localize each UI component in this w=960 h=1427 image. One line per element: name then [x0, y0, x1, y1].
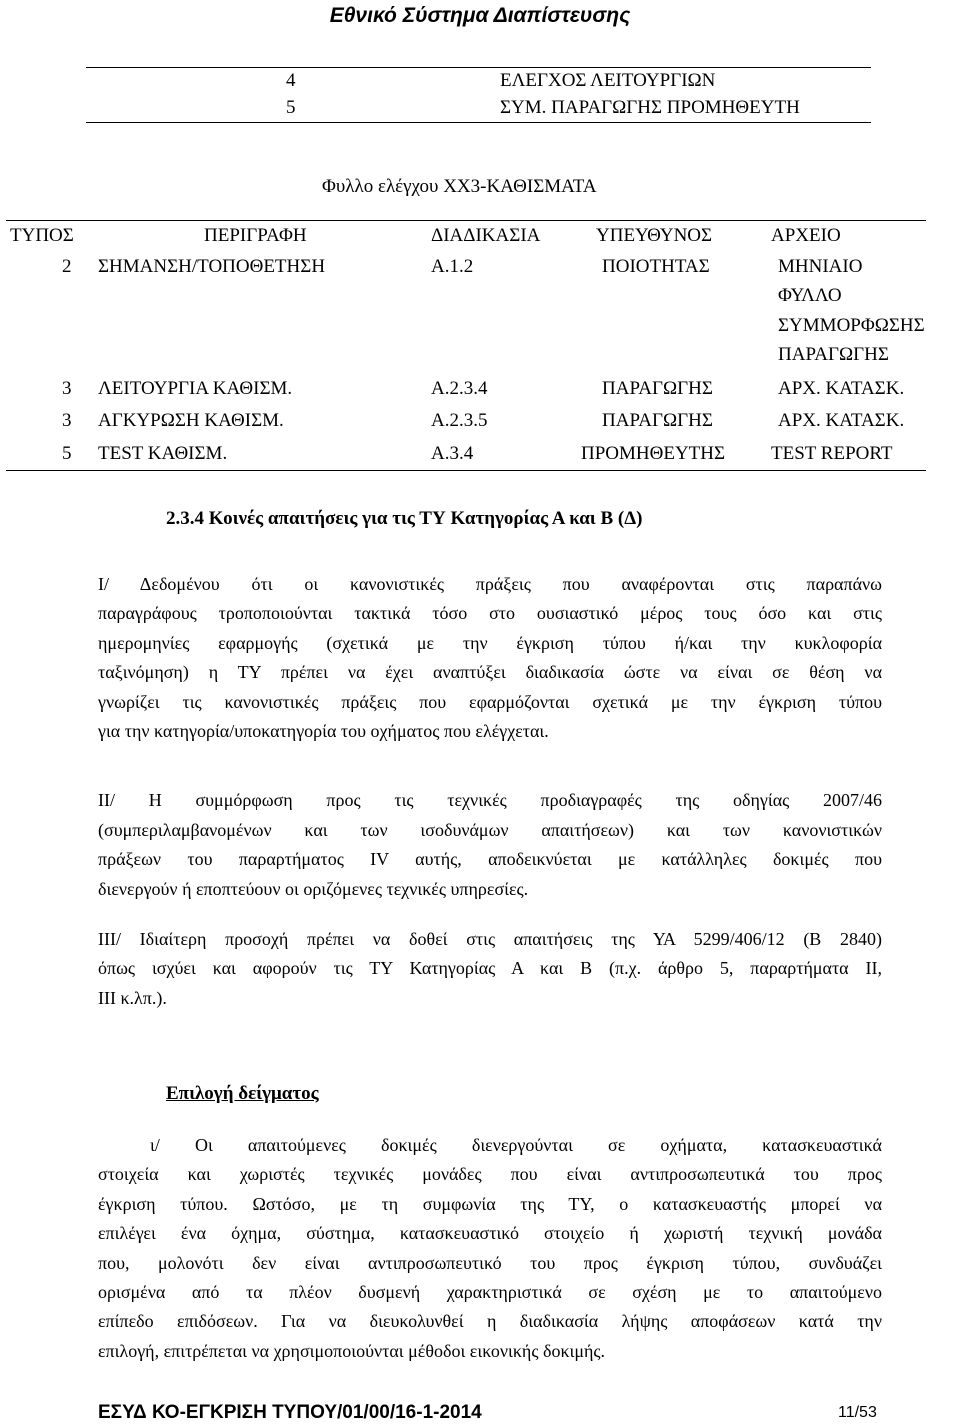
row-archive-line: ΑΡΧ. ΚΑΤΑΣΚ.: [778, 378, 905, 399]
top-table-text: ΕΛΕΓΧΟΣ ΛΕΙΤΟΥΡΓΙΩΝ: [500, 70, 716, 91]
text-line: γνωρίζει τις κανονιστικές πράξεις που εφαρμόζονται σχετικά με την έγκριση τύπου: [98, 691, 882, 712]
row-type: 5: [62, 443, 72, 464]
text-line: ΙΙΙ/ Ιδιαίτερη προσοχή πρέπει να δοθεί στις απαιτήσεις της ΥΑ 5299/406/12 (Β 2840): [98, 929, 882, 949]
text-line: παραγράφους τροποποιούνται τακτικά τόσο στο ουσιαστικό μέρος τους όσο και στις: [98, 603, 882, 624]
text-line: (συμπεριλαμβανομένων και των ισοδυνάμων απαιτήσεων) και των κανονιστικών: [98, 819, 882, 840]
text-line: όπως ισχύει και αφορούν τις ΤΥ Κατηγορίας Α και Β (π.χ. άρθρο 5, παραρτήματα ΙΙ,: [98, 958, 882, 979]
text-line: στοιχεία και χωριστές τεχνικές μονάδες που είναι αντιπροσωπευτικά του προς: [98, 1164, 882, 1185]
table-rule: [6, 470, 926, 471]
text-line: ορισμένα από τα πλέον δυσμενή χαρακτηριστικά σε σχέση με το απαιτούμενο: [98, 1282, 882, 1303]
row-procedure: Α.1.2: [431, 256, 474, 277]
row-archive-line: ΦΥΛΛΟ: [778, 285, 842, 306]
row-description: ΑΓΚΥΡΩΣΗ ΚΑΘΙΣΜ.: [98, 410, 284, 431]
table-rule: [6, 220, 926, 221]
row-description: ΣΗΜΑΝΣΗ/ΤΟΠΟΘΕΤΗΣΗ: [98, 256, 326, 277]
text-line: ΙΙΙ κ.λπ.).: [98, 987, 167, 1008]
footer-document-code: ΕΣΥΔ ΚΟ-ΕΓΚΡΙΣΗ ΤΥΠΟΥ/01/00/16-1-2014: [98, 1402, 482, 1423]
text-line: επίπεδο επιδόσεων. Για να διευκολυνθεί η διαδικασία λήψης αποφάσεων κατά την: [98, 1311, 882, 1332]
sample-heading: Επιλογή δείγματος: [166, 1083, 319, 1104]
text-line: διενεργούν ή εποπτεύουν οι οριζόμενες τεχνικές υπηρεσίες.: [98, 878, 529, 899]
section-heading: 2.3.4 Κοινές απαιτήσεις για τις ΤΥ Κατηγορίας Α και Β (Δ): [166, 508, 643, 529]
column-header-archive: ΑΡΧΕΙΟ: [771, 225, 841, 246]
text-line: ημερομηνίες εφαρμογής (σχετικά με την έγκριση τύπου ή/και την κυκλοφορία: [98, 632, 882, 653]
top-table-num: 4: [286, 70, 296, 91]
text-line: επιλογή, επιτρέπεται να χρησιμοποιούνται μέθοδοι εικονικής δοκιμής.: [98, 1340, 606, 1361]
text-line: για την κατηγορία/υποκατηγορία του οχήματος που ελέγχεται.: [98, 721, 549, 742]
row-type: 3: [62, 378, 72, 399]
column-header-description: ΠΕΡΙΓΡΑΦΗ: [204, 225, 307, 246]
text-line: που, μολονότι δεν είναι αντιπροσωπευτικό του προς έγκριση τύπου, συνδυάζει: [98, 1252, 882, 1273]
sample-paragraph: [98, 1131, 882, 1366]
paragraph-2: [98, 786, 882, 904]
table-rule: [86, 67, 871, 68]
footer-page-number: 11/53: [838, 1404, 877, 1421]
row-archive-line: ΠΑΡΑΓΩΓΗΣ: [778, 344, 889, 365]
row-archive-line: TEST REPORT: [771, 443, 893, 464]
top-table-text: ΣΥΜ. ΠΑΡΑΓΩΓΗΣ ΠΡΟΜΗΘΕΥΤΗ: [500, 97, 800, 118]
paragraph-1: [98, 570, 882, 746]
column-header-responsible: ΥΠΕΥΘΥΝΟΣ: [596, 225, 713, 246]
row-type: 3: [62, 410, 72, 431]
row-description: ΛΕΙΤΟΥΡΓΙΑ ΚΑΘΙΣΜ.: [98, 378, 293, 399]
row-archive-line: ΣΥΜΜΟΡΦΩΣΗΣ: [778, 315, 925, 336]
text-line: ταξινόμηση) η ΤΥ πρέπει να έχει αναπτύξει διαδικασία ώστε να είναι σε θέση να: [98, 662, 882, 683]
row-responsible: ΠΑΡΑΓΩΓΗΣ: [602, 378, 713, 399]
top-table-num: 5: [286, 97, 296, 118]
row-archive-line: ΜΗΝΙΑΙΟ: [778, 256, 863, 277]
text-line: πράξεων του παραρτήματος IV αυτής, αποδεικνύεται με κατάλληλες δοκιμές που: [98, 849, 882, 869]
row-procedure: Α.2.3.4: [431, 378, 488, 399]
sheet-title: Φυλλο ελέγχου ΧΧ3-ΚΑΘΙΣΜΑΤΑ: [322, 176, 597, 197]
column-header-procedure: ΔΙΑΔΙΚΑΣΙΑ: [431, 225, 541, 246]
column-header-type: ΤΥΠΟΣ: [10, 225, 74, 246]
row-procedure: Α.3.4: [431, 443, 474, 464]
text-line: επιλέγει ένα όχημα, σύστημα, κατασκευαστικό στοιχείο ή χωριστή τεχνική μονάδα: [98, 1223, 882, 1244]
row-responsible: ΠΡΟΜΗΘΕΥΤΗΣ: [581, 443, 726, 464]
table-rule: [86, 122, 871, 123]
row-responsible: ΠΟΙΟΤΗΤΑΣ: [602, 256, 710, 277]
text-line: έγκριση τύπου. Ωστόσο, με τη συμφωνία της ΤΥ, ο κατασκευαστής μπορεί να: [98, 1193, 882, 1214]
row-archive-line: ΑΡΧ. ΚΑΤΑΣΚ.: [778, 410, 905, 431]
row-description: TEST ΚΑΘΙΣΜ.: [98, 443, 228, 464]
paragraph-3: [98, 925, 882, 1013]
row-responsible: ΠΑΡΑΓΩΓΗΣ: [602, 410, 713, 431]
text-line: ΙΙ/ Η συμμόρφωση προς τις τεχνικές προδιαγραφές της οδηγίας 2007/46: [98, 790, 882, 810]
text-line: ι/ Οι απαιτούμενες δοκιμές διενεργούνται σε οχήματα, κατασκευαστικά: [150, 1135, 882, 1155]
text-line: Ι/ Δεδομένου ότι οι κανονιστικές πράξεις που αναφέρονται στις παραπάνω: [98, 574, 882, 594]
page-header-title: Εθνικό Σύστημα Διαπίστευσης: [329, 4, 631, 27]
row-procedure: Α.2.3.5: [431, 410, 488, 431]
row-type: 2: [62, 256, 72, 277]
